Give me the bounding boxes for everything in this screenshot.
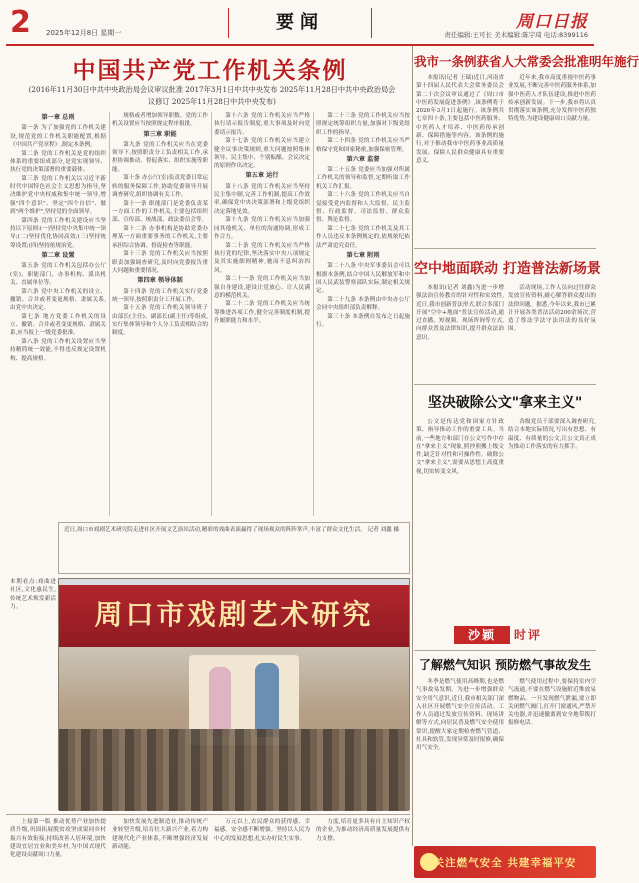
- main-headline: 中国共产党工作机关条例: [72, 57, 348, 84]
- editor-line: 责任编辑:王可长 美术编辑:陈宇琦 电话:8399116: [444, 31, 588, 39]
- article-paragraph: 第二十八条 中央军事委员会可以根据本条例,结合中国人民解放军和中国人民武装警察部队实际,制定相关规定。: [316, 263, 410, 295]
- date-line: 2025年12月8日 星期一: [46, 29, 122, 37]
- article-paragraph: 第七条 地方党委工作机关的设立、撤销、合并或者变更规格、隶属关系,应当报上一级党委批准。: [10, 313, 106, 337]
- story-3-headline: 坚决破除公文"拿来主义": [427, 395, 583, 411]
- chapter-heading: 第五章 运行: [245, 172, 279, 180]
- article-paragraph: 第十七条 党的工作机关应当建立健全议事决策规则,重大问题按照集体领导、民主集中、个别酝酿、会议决定的原则作出决定。: [214, 138, 310, 170]
- article-paragraph: 第十一条 职能部门是党委负责某一方面工作的工作机关,主要包括组织部、宣传部、统战部、政法委员会等。: [112, 200, 208, 224]
- ad-text: 关注燃气安全 共建幸福平安: [433, 857, 577, 869]
- story-1-headline: 我市一条例获省人大常委会批准明年施行: [414, 54, 639, 69]
- article-paragraph: 第二十五条 党委应当加强对所属工作机关的领导和监督,定期听取工作机关工作汇报。: [316, 167, 410, 190]
- article-paragraph: 第三十条 本条例自发布之日起施行。: [316, 313, 410, 329]
- main-subtitle: (2016年11月30日中共中央政治局会议审议批准 2017年3月1日中共中央发布 2025年11月28日中共中央政治局会议修订 2025年11月28日中共中央发布): [28, 85, 396, 106]
- news-photo: [58, 578, 410, 810]
- article-paragraph: 第六条 党中央工作机关的设立、撤销、合并或者变更规格、隶属关系,由党中央决定。: [10, 288, 106, 312]
- article-paragraph: 第五条 党的工作机关包括办公厅(室)、职能部门、办事机构、派出机关、直属单位等。: [10, 263, 106, 286]
- chapter-heading: 第二章 设置: [41, 251, 75, 259]
- article-paragraph: 第十条 办公厅(室)负责党委日常运转的服务保障工作,协助党委领导开展调查研究,组织协调有关工作。: [112, 175, 208, 199]
- article-paragraph: 第十六条 党的工作机关应当严格执行请示报告制度,重大事项及时向党委请示报告。: [214, 113, 310, 136]
- masthead: [6, 4, 594, 46]
- performer-1: [209, 667, 231, 737]
- section-name: 要闻: [276, 12, 324, 33]
- story-1-column-b: 近年来,我市高度重视中医药事业发展,不断完善中医药服务体系,加强中医药人才队伍建设,推进中医药传承创新发展。下一步,我市将认真贯彻落实该条例,充分发挥中医药独特优势,为建设健康周口贡献力量。: [508, 75, 596, 123]
- article-paragraph: 第二十条 党的工作机关应当严格执行党的纪律,坚决落实中央八项规定及其实施细则精神,驰而不息纠治四风。: [214, 242, 310, 274]
- article-paragraph: 第二十二条 党的工作机关应当统筹推进各项工作,健全完善制度机制,提升履职能力和水平。: [214, 301, 310, 325]
- audience: [59, 729, 409, 811]
- bottom-column-4: 力度,培育更多具有自主知识产权的企业,为推动经济高质量发展提供有力支撑。: [316, 819, 410, 842]
- performer-2: [255, 663, 279, 737]
- article-paragraph: 第十九条 党的工作机关应当加强同其他机关、单位的沟通协调,形成工作合力。: [214, 217, 310, 240]
- article-paragraph: 第二十四条 党的工作机关应当严格保守党和国家秘密,加强保密管理。: [316, 138, 410, 153]
- article-paragraph: 第一条 为了加强党的工作机关建设,规范党的工作机关职能配置,根据《中国共产党章程》,制定本条例。: [10, 125, 106, 148]
- article-paragraph: 规格或者增加领导职数。党的工作机关设置应当按照规定程序报批。: [112, 113, 208, 128]
- newspaper-logo: 周口日报: [516, 12, 588, 32]
- chapter-heading: 第六章 监督: [346, 155, 380, 163]
- commentary-banner: [414, 626, 596, 644]
- article-paragraph: 第十四条 党的工作机关实行党委统一领导,按照职责分工开展工作。: [112, 288, 208, 303]
- article-paragraph: 第二十六条 党的工作机关应当自觉接受党内监督和人大监督、民主监督、行政监督、司法监督、群众监督、舆论监督。: [316, 192, 410, 224]
- chapter-heading: 第三章 职能: [143, 130, 177, 138]
- story-3-column-b: 各级党员干部要深入调查研究,结合本地实际情况,写出有思想、有温度、有质量的公文,让公文真正成为推动工作落实的有力抓手。: [508, 419, 596, 450]
- bottom-column-2: 加快发展先进制造业,推动传统产业转型升级,培育壮大新兴产业,着力构建现代化产业体系,不断增强经济发展新动能。: [112, 819, 208, 850]
- story-2-column-b: 活动现场,工作人员向过往群众发放宣传资料,耐心解答群众提出的法律问题。据悉,今年以来,我市已累计开展各类普法活动200余场次,营造了尊法学法守法用法的良好氛围。: [508, 285, 596, 333]
- article-paragraph: 第十八条 党的工作机关应当坚持民主集中制,完善工作机制,提高工作效率,确保党中央决策部署和上级党组织决定落地见效。: [214, 183, 310, 215]
- article-paragraph: 第十二条 办事机构是协助党委办理某一方面重要事务的工作机关,主要承担综合协调、督促检查等职能。: [112, 226, 208, 249]
- photo-banner-text: 周口市戏剧艺术研究: [94, 598, 374, 631]
- gas-safety-ad: [414, 846, 596, 878]
- story-1-column-a: 本报讯(记者 王瑞)近日,河南省第十四届人民代表大会常务委员会第二十次会议审议通过了《周口市中医药发展促进条例》,该条例将于2026年3月1日起施行。该条例共七章四十条,主要包括中医药服务、中医药人才培养、中医药传承创新、保障措施等内容。该条例的施行,对于推动我市中医药事业高质量发展、保障人民群众健康具有重要意义。: [416, 75, 504, 164]
- chapter-heading: 第七章 附则: [346, 251, 380, 259]
- article-column-4: [316, 112, 410, 516]
- photo-caption: 近日,周口市戏剧艺术研究院走进社区开展文艺演出活动,精彩的戏曲表演赢得了现场观众的阵阵掌声,丰富了群众文化生活。 记者 刘鑫 摄: [58, 522, 410, 574]
- page-number: 2: [10, 5, 31, 40]
- article-paragraph: 第九条 党的工作机关应当在党委领导下,按照职责分工负责相关工作,承担协调推动、督促落实、组织实施等职能。: [112, 141, 208, 173]
- chapter-heading: 第一章 总则: [41, 114, 75, 121]
- article-column-3: [214, 112, 310, 516]
- article-paragraph: 第二十七条 党的工作机关及其工作人员违反本条例规定的,依规依纪依法严肃追究责任。: [316, 226, 410, 249]
- article-column-2: [112, 112, 208, 516]
- article-paragraph: 第八条 党的工作机关设置应当坚持精简统一效能,不得违反规定设置机构、提高规格。: [10, 339, 106, 362]
- bottom-column-1: 上接第一版 推动优势产业加快提质升级,巩固拓展脱贫攻坚成果同乡村振兴有效衔接,持续改善人居环境,加快建设宜居宜业和美乡村,为中国式现代化建设贡献周口力量。: [10, 819, 106, 859]
- story-2-column-a: 本报讯(记者 刘鑫)为进一步增强法治宣传教育的针对性和实效性,近日,我市创新普法形式,联合多部门开展"空中+地面"普法宣传活动,通过直播、短视频、现场咨询等方式,向群众普及法律知识,提升群众法治意识。: [416, 285, 504, 341]
- chapter-heading: 第四章 领导体制: [137, 277, 183, 285]
- article-paragraph: 第三条 党的工作机关以习近平新时代中国特色社会主义思想为指导,坚决维护党中央权威和集中统一领导,增强"四个意识"、坚定"四个自信"、做到"两个维护",坚持党的全面领导。: [10, 175, 106, 216]
- article-paragraph: 第十五条 党的工作机关领导班子由部长(主任)、副部长(副主任)等组成,实行集体领导和个人分工负责相结合的制度。: [112, 305, 208, 337]
- commentary-tag-2: 时评: [514, 628, 543, 642]
- photo-side-note: 本期看点:戏曲进社区,文化惠民生,传统艺术焕发新活力。: [10, 579, 56, 610]
- article-paragraph: 第二十三条 党的工作机关应当按照规定统筹组织力量,加强对下级党组织工作的指导。: [316, 113, 410, 136]
- article-column-1: [10, 112, 106, 516]
- article-paragraph: 第二十一条 党的工作机关应当加强自身建设,建设让党放心、让人民满意的模范机关。: [214, 276, 310, 299]
- story-2-headline: 空中地面联动 打造普法新场景: [414, 261, 601, 277]
- story-4-column-b: 燃气使用过程中,要保持室内空气流通,不要在燃气设施附近堆放易燃物品。一旦发现燃气泄漏,要立即关闭燃气阀门,打开门窗通风,严禁开关电器,并迅速撤离到安全地带拨打报修电话。: [508, 679, 596, 727]
- article-paragraph: 第十三条 党的工作机关应当按照职责加强调查研究,及时向党委报告重大问题和重要情况。: [112, 251, 208, 274]
- story-4-headline: 了解燃气知识 预防燃气事故发生: [418, 658, 592, 672]
- article-paragraph: 第四条 党的工作机关建设应当坚持以下原则:(一)坚持党中央集中统一领导;(二)坚持优化协同高效;(三)坚持统筹设置;(四)坚持依规治党。: [10, 217, 106, 249]
- commentary-tag: 沙颖: [454, 626, 510, 644]
- article-paragraph: 第二条 党的工作机关是党的组织体系的重要组成部分,是党实现领导、执行党的决策部署的重要载体。: [10, 150, 106, 174]
- bottom-column-3: 万元以上,农民群众的获得感、幸福感、安全感不断增强。坚持以人民为中心的发展思想,扎实办好民生实事。: [214, 819, 310, 842]
- story-3-column-a: 公文是传达党和国家方针政策、指导推动工作的重要工具。当前,一些地方和部门在公文写作中存在"拿来主义"现象,照抄照搬上级文件,缺乏针对性和可操作性。破除公文"拿来主义",需要从思想上高度重视,切实转变文风。: [416, 419, 504, 475]
- story-4-column-a: 冬季是燃气使用高峰期,也是燃气事故易发期。为进一步增强群众安全用气意识,近日,我市相关部门深入社区开展燃气安全宣传活动。工作人员通过发放宣传资料、现场讲解等方式,向居民普及燃气安全使用常识,提醒大家定期检查燃气管道、灶具和软管,发现异常及时报修,确保用气安全。: [416, 679, 504, 752]
- article-paragraph: 第二十九条 本条例由中央办公厅会同中央组织部负责解释。: [316, 296, 410, 312]
- section-box: [228, 8, 372, 38]
